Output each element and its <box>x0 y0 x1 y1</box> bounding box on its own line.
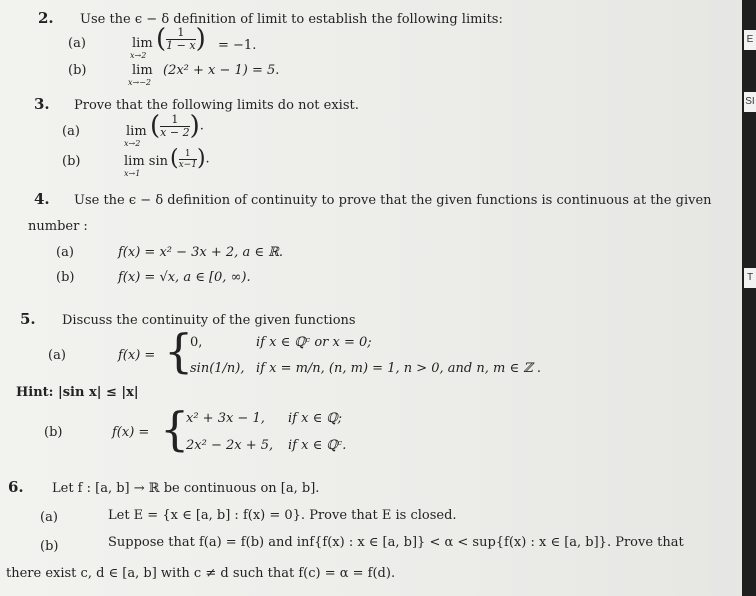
problem-3a-end: . <box>199 118 204 134</box>
problem-2a-numerator: 1 <box>166 27 195 40</box>
problem-6a-text: Let E = {x ∈ [a, b] : f(x) = 0}. Prove that E is closed. <box>108 508 457 523</box>
problem-3a-fraction: ( $\frac{1}{x - 2}$ ). <box>150 111 204 141</box>
problem-5b-case1-condition: if x ∈ ℚ; <box>288 411 343 426</box>
problem-4a-expression: f(x) = x² − 3x + 2, a ∈ ℝ. <box>118 245 284 260</box>
edge-tag-3: T <box>744 268 756 288</box>
problem-2b-subscript: x→−2 <box>128 78 152 87</box>
problem-3b-end: . <box>205 151 210 167</box>
problem-4-intro-cont: number : <box>28 219 88 234</box>
problem-2-number: 2. <box>38 9 54 27</box>
problem-5a-case1-condition: if x ∈ ℚᶜ or x = 0; <box>256 335 372 350</box>
problem-5b-case1-value: x² + 3x − 1, <box>186 411 265 426</box>
problem-3a-label: (a) <box>62 124 80 139</box>
problem-5b-brace: { <box>160 402 190 456</box>
problem-4-intro: Use the ϵ − δ definition of continuity to prove that the given functions is continuous at the given <box>74 193 712 208</box>
problem-5b-case2-value: 2x² − 2x + 5, <box>186 438 274 453</box>
problem-3b-fraction: ( $\frac{1}{x-1}$ ). <box>170 146 210 171</box>
problem-6b-text: Suppose that f(a) = f(b) and inf{f(x) : x ∈ [a, b]} < α < sup{f(x) : x ∈ [a, b]}. Prove that <box>108 535 684 550</box>
problem-6-number: 6. <box>8 478 24 496</box>
problem-2b-label: (b) <box>68 63 87 78</box>
problem-2a-lim: lim <box>132 36 153 51</box>
problem-3b-subscript: x→1 <box>124 169 141 178</box>
problem-2b-lim: lim <box>132 63 153 78</box>
problem-6-intro: Let f : [a, b] → ℝ be continuous on [a, b]. <box>52 481 320 496</box>
problem-3b-lim: lim sin <box>124 154 168 169</box>
problem-3a-numerator: 1 <box>160 114 189 127</box>
background-edge-strip <box>742 0 756 596</box>
problem-6b-label: (b) <box>40 539 59 554</box>
problem-2a-rhs: = −1. <box>218 38 257 53</box>
problem-6b-text-cont: there exist c, d ∈ [a, b] with c ≠ d such that f(c) = α = f(d). <box>6 566 396 581</box>
problem-5a-case2-value: sin(1/n), <box>190 361 245 376</box>
problem-5b-case2-condition: if x ∈ ℚᶜ. <box>288 438 347 453</box>
problem-3b-label: (b) <box>62 154 81 169</box>
problem-2a-label: (a) <box>68 36 86 51</box>
problem-4-number: 4. <box>34 190 50 208</box>
problem-3a-lim: lim <box>126 124 147 139</box>
problem-3a-denominator: x − 2 <box>160 125 190 139</box>
problem-5a-brace: { <box>164 324 194 378</box>
problem-2a-fraction: ( $\frac{1}{1 - x}$ ) <box>156 24 206 54</box>
edge-tag-1: E <box>744 30 756 50</box>
problem-3b-denominator: x−1 <box>178 159 197 170</box>
problem-5b-lhs: f(x) = <box>112 425 150 440</box>
problem-2-intro: Use the ϵ − δ definition of limit to establish the following limits: <box>80 12 503 27</box>
problem-4b-label: (b) <box>56 270 75 285</box>
problem-5a-lhs: f(x) = <box>118 348 156 363</box>
problem-3a-subscript: x→2 <box>124 139 141 148</box>
problem-3-number: 3. <box>34 95 50 113</box>
problem-5a-label: (a) <box>48 348 66 363</box>
problem-6a-label: (a) <box>40 510 58 525</box>
problem-3b-numerator: 1 <box>179 149 197 160</box>
problem-2a-denominator: 1 − x <box>166 38 196 52</box>
problem-2a-subscript: x→2 <box>130 51 147 60</box>
problem-3-intro: Prove that the following limits do not exist. <box>74 98 359 113</box>
problem-5a-case2-condition: if x = m/n, (n, m) = 1, n > 0, and n, m ∈ ℤ . <box>256 361 541 376</box>
problem-4a-label: (a) <box>56 245 74 260</box>
problem-5-hint: Hint: |sin x| ≤ |x| <box>16 385 139 400</box>
edge-tag-2: SI <box>744 92 756 112</box>
problem-5a-case1-value: 0, <box>190 335 203 350</box>
problem-4b-expression: f(x) = √x, a ∈ [0, ∞). <box>118 270 251 285</box>
problem-5b-label: (b) <box>44 425 63 440</box>
problem-5-number: 5. <box>20 310 36 328</box>
problem-2b-expression: (2x² + x − 1) = 5. <box>163 63 280 78</box>
problem-5-intro: Discuss the continuity of the given functions <box>62 313 356 328</box>
